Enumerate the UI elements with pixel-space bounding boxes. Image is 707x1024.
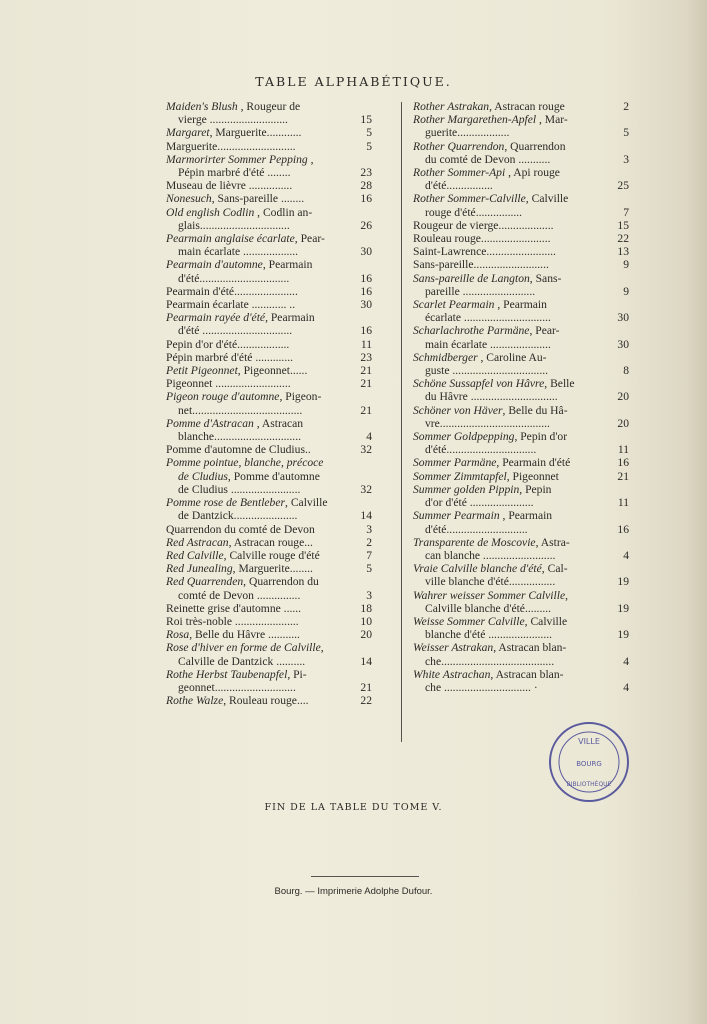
index-entry-line: d'été............................... xyxy=(425,443,537,457)
index-entry xyxy=(166,232,376,258)
index-entry-line: geonnet............................ xyxy=(178,680,296,694)
index-entry xyxy=(166,140,376,153)
index-entry-page: 16 xyxy=(617,456,629,470)
index-entry-line: Scharlachrothe Parmäne, Pear- xyxy=(413,324,560,338)
index-entry-line: d'été............................ xyxy=(425,522,528,536)
index-entry-line: Weisser Astrakan, Astracan blan- xyxy=(413,641,567,655)
library-stamp xyxy=(547,720,631,804)
stamp-bottom-text: BIBLIOTHÈQUE xyxy=(566,781,612,788)
index-entry xyxy=(166,615,376,628)
index-entry-line: Red Quarrenden, Quarrendon du xyxy=(166,575,319,589)
index-entry-line: Maiden's Blush , Rougeur de xyxy=(166,100,301,113)
index-entry xyxy=(413,192,633,218)
index-entry-line: du comté de Devon ........... xyxy=(425,152,551,166)
index-entry-line: Sommer Goldpepping, Pepin d'or xyxy=(413,430,568,444)
index-entry-page: 2 xyxy=(623,100,629,113)
index-entry-line: Vraie Calville blanche d'été, Cal- xyxy=(413,562,568,576)
index-entry-line: Old english Codlin , Codlin an- xyxy=(166,205,313,219)
index-entry xyxy=(166,575,376,601)
index-entry-line: Marmorirter Sommer Pepping , xyxy=(166,152,314,166)
index-entry-line: Sommer Parmäne, Pearmain d'été xyxy=(413,456,571,470)
index-entry xyxy=(413,536,633,562)
index-entry-line: d'été ............................... xyxy=(178,324,293,338)
index-column-left xyxy=(166,100,376,707)
index-entry xyxy=(413,483,633,509)
index-entry-line: Sans-pareille de Langton, Sans- xyxy=(413,271,562,285)
index-entry-page: 30 xyxy=(617,337,629,351)
index-entry xyxy=(413,232,633,245)
index-entry-line: Rother Sommer-Calville, Calville xyxy=(413,192,569,206)
index-entry-line: d'été................ xyxy=(425,179,493,193)
index-entry-line: Pepin d'or d'été.................. xyxy=(166,337,290,351)
index-entry-line: ville blanche d'été................ xyxy=(425,575,556,589)
index-entry-line: de Cludius ........................ xyxy=(178,482,301,496)
index-entry-page: 21 xyxy=(360,377,372,391)
index-entry xyxy=(166,496,376,522)
index-entry-page: 16 xyxy=(360,271,372,285)
index-entry-page: 16 xyxy=(617,522,629,536)
index-entry-line: Rother Astrakan, Astracan rouge xyxy=(413,100,565,113)
index-entry-line: comté de Devon ............... xyxy=(178,588,301,602)
index-entry-line: blanche.............................. xyxy=(178,430,302,444)
index-entry-page: 5 xyxy=(366,126,372,140)
index-entry-page: 14 xyxy=(360,509,372,523)
index-entry-page: 21 xyxy=(360,680,372,694)
index-entry-page: 3 xyxy=(366,522,372,536)
index-entry-line: Red Calville, Calville rouge d'été xyxy=(166,548,320,562)
index-entry-line: Rothe Herbst Taubenapfel, Pi- xyxy=(166,667,307,681)
index-entry-line: Rother Sommer-Api , Api rouge xyxy=(413,166,560,180)
index-entry xyxy=(166,694,376,707)
index-entry-line: main écarlate ................... xyxy=(178,245,299,259)
index-entry-page: 9 xyxy=(623,258,629,272)
index-entry xyxy=(413,509,633,535)
index-entry xyxy=(413,615,633,641)
index-entry-line: Rother Quarrendon, Quarrendon xyxy=(413,139,566,153)
index-entry-page: 16 xyxy=(360,324,372,338)
index-entry-page: 4 xyxy=(366,430,372,444)
index-entry-line: Calville de Dantzick .......... xyxy=(178,654,306,668)
index-entry xyxy=(413,470,633,483)
index-entry xyxy=(166,153,376,179)
index-entry-line: Pomme rose de Bentleber, Calville xyxy=(166,496,328,510)
index-entry-line: Pearmain écarlate ............ .. xyxy=(166,298,296,312)
index-entry-line: can blanche ......................... xyxy=(425,548,556,562)
index-entry-page: 11 xyxy=(617,443,629,457)
index-entry-page: 4 xyxy=(623,548,629,562)
index-entry-line: Rouleau rouge........................ xyxy=(413,232,551,246)
index-entry-line: Pearmain d'automne, Pearmain xyxy=(166,258,313,272)
index-entry xyxy=(166,351,376,364)
index-entry-line: Pearmain d'été...................... xyxy=(166,284,298,298)
index-entry xyxy=(413,140,633,166)
index-entry-line: Margaret, Marguerite............ xyxy=(166,126,302,140)
index-entry-line: Marguerite........................... xyxy=(166,139,296,153)
index-entry xyxy=(166,536,376,549)
index-entry-line: Pomme d'automne de Cludius.. xyxy=(166,443,311,457)
index-entry-line: Scarlet Pearmain , Pearmain xyxy=(413,298,547,312)
index-entry-line: Reinette grise d'automne ...... xyxy=(166,601,302,615)
index-entry-page: 5 xyxy=(366,139,372,153)
index-entry-page: 16 xyxy=(360,192,372,206)
index-entry xyxy=(413,298,633,324)
index-entry-page: 11 xyxy=(360,337,372,351)
index-entry xyxy=(413,430,633,456)
index-entry xyxy=(166,311,376,337)
index-entry-line: rouge d'été................ xyxy=(425,205,523,219)
index-entry-page: 9 xyxy=(623,284,629,298)
index-entry xyxy=(166,417,376,443)
index-entry-page: 11 xyxy=(617,496,629,510)
index-entry xyxy=(413,668,633,694)
index-entry xyxy=(413,258,633,271)
index-entry-page: 7 xyxy=(366,548,372,562)
index-entry-line: Quarrendon du comté de Devon xyxy=(166,522,315,536)
index-entry-page: 15 xyxy=(617,218,629,232)
index-entry xyxy=(413,166,633,192)
index-entry xyxy=(166,602,376,615)
index-entry-page: 18 xyxy=(360,601,372,615)
column-divider xyxy=(401,102,402,742)
index-entry-line: Rosa, Belle du Hâvre ........... xyxy=(166,628,300,642)
index-entry-page: 2 xyxy=(366,535,372,549)
index-entry-line: Calville blanche d'été......... xyxy=(425,601,552,615)
index-entry-page: 14 xyxy=(360,654,372,668)
index-entry-line: Rougeur de vierge................... xyxy=(413,218,554,232)
index-entry-page: 19 xyxy=(617,575,629,589)
index-entry-line: che .............................. · xyxy=(425,680,538,694)
index-entry-line: Nonesuch, Sans-pareille ........ xyxy=(166,192,305,206)
index-entry-line: White Astrachan, Astracan blan- xyxy=(413,667,564,681)
stamp-side-text: BOURG xyxy=(576,760,602,768)
index-entry-page: 21 xyxy=(360,364,372,378)
index-entry-line: écarlate .............................. xyxy=(425,311,551,325)
page-title: TABLE ALPHABÉTIQUE. xyxy=(255,74,452,89)
index-entry-page: 26 xyxy=(360,218,372,232)
index-entry-page: 3 xyxy=(623,152,629,166)
index-entry-line: Pomme d'Astracan , Astracan xyxy=(166,416,304,430)
index-entry xyxy=(413,562,633,588)
index-entry-line: Roi très-noble ...................... xyxy=(166,614,299,628)
index-entry-line: Rothe Walze, Rouleau rouge.... xyxy=(166,694,309,708)
end-of-table-note: FIN DE LA TABLE DU TOME V. xyxy=(264,802,443,813)
index-entry-line: Summer Pearmain , Pearmain xyxy=(413,509,553,523)
index-entry xyxy=(413,351,633,377)
index-entry-line: Museau de lièvre ............... xyxy=(166,179,293,193)
index-entry-line: Saint-Lawrence........................ xyxy=(413,245,556,259)
index-entry xyxy=(166,298,376,311)
index-entry-page: 32 xyxy=(360,482,372,496)
index-entry-page: 22 xyxy=(617,232,629,246)
index-entry-line: vre...................................... xyxy=(425,416,550,430)
index-entry xyxy=(166,364,376,377)
index-entry-page: 30 xyxy=(617,311,629,325)
index-entry-line: de Dantzick...................... xyxy=(178,509,298,523)
index-entry-line: blanche d'été ...................... xyxy=(425,628,553,642)
index-entry-line: Sans-pareille.......................... xyxy=(413,258,549,272)
index-entry-page: 21 xyxy=(617,469,629,483)
index-entry-page: 5 xyxy=(366,562,372,576)
index-entry xyxy=(166,523,376,536)
index-entry-page: 13 xyxy=(617,245,629,259)
index-entry-page: 25 xyxy=(617,179,629,193)
index-entry xyxy=(166,390,376,416)
index-entry-page: 30 xyxy=(360,298,372,312)
index-entry-page: 5 xyxy=(623,126,629,140)
index-entry-line: Weisse Sommer Calville, Calville xyxy=(413,614,568,628)
printer-imprint: Bourg. — Imprimerie Adolphe Dufour. xyxy=(274,886,433,897)
index-entry-page: 4 xyxy=(623,680,629,694)
stamp-top-text: VILLE xyxy=(578,737,600,746)
index-entry xyxy=(413,100,633,113)
index-entry xyxy=(413,377,633,403)
index-entry-page: 20 xyxy=(617,390,629,404)
index-entry-line: Red Junealing, Marguerite........ xyxy=(166,562,313,576)
index-entry-line: Summer golden Pippin, Pepin xyxy=(413,482,552,496)
index-entry-page: 8 xyxy=(623,364,629,378)
index-entry xyxy=(413,245,633,258)
index-entry xyxy=(413,589,633,615)
footer-rule xyxy=(311,876,419,877)
index-entry-page: 22 xyxy=(360,694,372,708)
index-entry-page: 21 xyxy=(360,403,372,417)
index-entry xyxy=(413,272,633,298)
index-entry-line: Petit Pigeonnet, Pigeonnet...... xyxy=(166,364,308,378)
index-entry-line: Wahrer weisser Sommer Calville, xyxy=(413,588,569,602)
index-entry xyxy=(166,179,376,192)
index-entry-line: Pigeonnet .......................... xyxy=(166,377,291,391)
index-entry-page: 19 xyxy=(617,628,629,642)
index-entry-line: Pépin marbré d'été ............. xyxy=(166,350,294,364)
index-entry xyxy=(166,338,376,351)
index-entry-page: 10 xyxy=(360,614,372,628)
index-entry xyxy=(166,206,376,232)
index-entry xyxy=(166,562,376,575)
index-entry xyxy=(413,641,633,667)
index-entry-page: 20 xyxy=(360,628,372,642)
index-entry-line: Sommer Zimmtapfel, Pigeonnet xyxy=(413,469,559,483)
index-entry-line: Pépin marbré d'été ........ xyxy=(178,166,291,180)
index-entry-page: 20 xyxy=(617,416,629,430)
index-entry-line: guste ................................. xyxy=(425,364,549,378)
index-entry-line: Pearmain rayée d'été, Pearmain xyxy=(166,311,315,325)
index-entry-page: 16 xyxy=(360,284,372,298)
index-entry xyxy=(413,113,633,139)
index-entry xyxy=(166,377,376,390)
index-entry-line: Rose d'hiver en forme de Calville, xyxy=(166,641,324,655)
index-entry-page: 7 xyxy=(623,205,629,219)
index-entry xyxy=(166,126,376,139)
index-entry-page: 30 xyxy=(360,245,372,259)
index-entry-line: Schöner von Häver, Belle du Hâ- xyxy=(413,403,568,417)
index-entry xyxy=(413,324,633,350)
index-entry-page: 23 xyxy=(360,350,372,364)
index-entry-line: Pomme pointue, blanche, précoce xyxy=(166,456,324,470)
index-entry xyxy=(166,258,376,284)
index-entry xyxy=(166,456,376,496)
index-column-right xyxy=(413,100,633,694)
index-entry-line: Rother Margarethen-Apfel , Mar- xyxy=(413,113,568,127)
index-entry-line: Schöne Sussapfel von Hâvre, Belle xyxy=(413,377,575,391)
index-entry-line: Red Astracan, Astracan rouge... xyxy=(166,535,313,549)
index-entry-line: vierge ........................... xyxy=(178,113,288,127)
index-entry-page: 3 xyxy=(366,588,372,602)
index-entry-page: 4 xyxy=(623,654,629,668)
index-entry xyxy=(166,668,376,694)
index-entry-page: 19 xyxy=(617,601,629,615)
index-entry-line: d'été............................... xyxy=(178,271,290,285)
index-entry xyxy=(166,628,376,641)
index-entry xyxy=(413,404,633,430)
index-entry xyxy=(166,100,376,126)
index-entry-line: Pigeon rouge d'automne, Pigeon- xyxy=(166,390,322,404)
index-entry xyxy=(166,192,376,205)
index-entry-line: de Cludius, Pomme d'automne xyxy=(178,469,320,483)
index-entry-line: Schmidberger , Caroline Au- xyxy=(413,350,547,364)
index-entry-line: d'or d'été ...................... xyxy=(425,496,534,510)
index-entry-page: 15 xyxy=(360,113,372,127)
index-entry xyxy=(413,219,633,232)
index-entry-line: Transparente de Moscovie, Astra- xyxy=(413,535,570,549)
index-entry-line: net...................................... xyxy=(178,403,303,417)
index-entry xyxy=(166,285,376,298)
index-entry-line: glais............................... xyxy=(178,218,290,232)
index-entry-line: guerite.................. xyxy=(425,126,510,140)
index-entry-line: che....................................... xyxy=(425,654,555,668)
index-entry-line: du Hâvre .............................. xyxy=(425,390,558,404)
index-entry xyxy=(166,549,376,562)
index-entry xyxy=(166,443,376,456)
index-entry xyxy=(166,641,376,667)
index-entry-line: pareille ......................... xyxy=(425,284,536,298)
index-entry-page: 28 xyxy=(360,179,372,193)
index-entry-page: 32 xyxy=(360,443,372,457)
index-entry-line: main écarlate ..................... xyxy=(425,337,551,351)
index-entry-line: Pearmain anglaise écarlate, Pear- xyxy=(166,232,325,246)
index-entry xyxy=(413,456,633,469)
index-entry-page: 23 xyxy=(360,166,372,180)
